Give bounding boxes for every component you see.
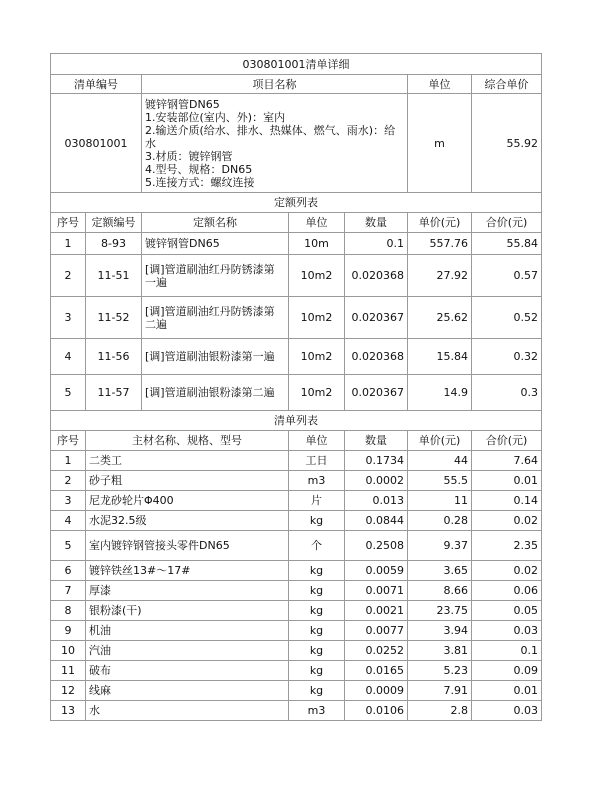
quota-no: 3 bbox=[51, 297, 86, 339]
material-name: 水泥32.5级 bbox=[86, 511, 289, 531]
material-total: 0.01 bbox=[472, 681, 542, 701]
material-unit: kg bbox=[289, 561, 345, 581]
material-row bbox=[51, 581, 542, 601]
material-no: 4 bbox=[51, 511, 86, 531]
material-name: 机油 bbox=[86, 621, 289, 641]
material-row bbox=[51, 701, 542, 721]
material-total: 0.02 bbox=[472, 561, 542, 581]
mat-col-unit: 单位 bbox=[289, 431, 345, 451]
material-price: 3.65 bbox=[408, 561, 472, 581]
quota-qty: 0.020367 bbox=[345, 297, 408, 339]
material-name: 银粉漆(干) bbox=[86, 601, 289, 621]
item-table bbox=[50, 53, 542, 193]
material-price: 3.94 bbox=[408, 621, 472, 641]
material-no: 7 bbox=[51, 581, 86, 601]
material-unit: 工日 bbox=[289, 451, 345, 471]
material-qty: 0.0844 bbox=[345, 511, 408, 531]
material-unit: kg bbox=[289, 581, 345, 601]
material-row bbox=[51, 681, 542, 701]
material-price: 11 bbox=[408, 491, 472, 511]
material-no: 5 bbox=[51, 531, 86, 561]
quota-row bbox=[51, 255, 542, 297]
material-qty: 0.0106 bbox=[345, 701, 408, 721]
material-name: 二类工 bbox=[86, 451, 289, 471]
item-code: 030801001 bbox=[51, 94, 142, 193]
material-qty: 0.013 bbox=[345, 491, 408, 511]
quota-qty: 0.020368 bbox=[345, 255, 408, 297]
quota-qty: 0.020367 bbox=[345, 375, 408, 411]
material-price: 3.81 bbox=[408, 641, 472, 661]
material-row bbox=[51, 471, 542, 491]
material-price: 55.5 bbox=[408, 471, 472, 491]
material-price: 0.28 bbox=[408, 511, 472, 531]
desc-line: 4.型号、规格：DN65 bbox=[145, 162, 253, 176]
material-name: 破布 bbox=[86, 661, 289, 681]
material-qty: 0.0165 bbox=[345, 661, 408, 681]
material-unit: kg bbox=[289, 641, 345, 661]
unit-header: 单位 bbox=[408, 75, 472, 94]
material-qty: 0.0059 bbox=[345, 561, 408, 581]
material-price: 44 bbox=[408, 451, 472, 471]
material-qty: 0.2508 bbox=[345, 531, 408, 561]
item-unit: m bbox=[408, 94, 472, 193]
quota-row bbox=[51, 339, 542, 375]
quota-unit: 10m2 bbox=[289, 339, 345, 375]
mat-col-qty: 数量 bbox=[345, 431, 408, 451]
material-unit: m3 bbox=[289, 471, 345, 491]
material-qty: 0.0009 bbox=[345, 681, 408, 701]
quota-name: [调]管道刷油银粉漆第一遍 bbox=[142, 339, 289, 375]
material-row bbox=[51, 641, 542, 661]
material-total: 0.01 bbox=[472, 471, 542, 491]
material-price: 23.75 bbox=[408, 601, 472, 621]
material-unit: kg bbox=[289, 681, 345, 701]
quota-name: 镀锌钢管DN65 bbox=[142, 233, 289, 255]
material-name: 镀锌铁丝13#～17# bbox=[86, 561, 289, 581]
doc-title: 030801001清单详细 bbox=[51, 54, 542, 75]
code-header: 清单编号 bbox=[51, 75, 142, 94]
materials-table bbox=[50, 410, 542, 721]
material-price: 7.91 bbox=[408, 681, 472, 701]
material-no: 11 bbox=[51, 661, 86, 681]
quota-no: 1 bbox=[51, 233, 86, 255]
materials-section-title: 清单列表 bbox=[51, 411, 542, 431]
material-row bbox=[51, 661, 542, 681]
quota-code: 11-57 bbox=[86, 375, 142, 411]
material-no: 1 bbox=[51, 451, 86, 471]
material-unit: kg bbox=[289, 661, 345, 681]
material-name: 线麻 bbox=[86, 681, 289, 701]
material-name: 室内镀锌钢管接头零件DN65 bbox=[86, 531, 289, 561]
mat-col-no: 序号 bbox=[51, 431, 86, 451]
quota-price: 14.9 bbox=[408, 375, 472, 411]
material-qty: 0.0252 bbox=[345, 641, 408, 661]
quota-col-qty: 数量 bbox=[345, 213, 408, 233]
material-qty: 0.0071 bbox=[345, 581, 408, 601]
material-price: 8.66 bbox=[408, 581, 472, 601]
material-unit: kg bbox=[289, 511, 345, 531]
quota-unit: 10m2 bbox=[289, 297, 345, 339]
desc-line: 1.安装部位(室内、外)：室内 bbox=[145, 110, 286, 124]
material-no: 8 bbox=[51, 601, 86, 621]
desc-line: 5.连接方式：螺纹连接 bbox=[145, 175, 255, 189]
material-total: 0.03 bbox=[472, 701, 542, 721]
material-name: 水 bbox=[86, 701, 289, 721]
quota-no: 5 bbox=[51, 375, 86, 411]
quota-unit: 10m2 bbox=[289, 375, 345, 411]
quota-col-total: 合价(元) bbox=[472, 213, 542, 233]
material-total: 0.14 bbox=[472, 491, 542, 511]
quota-price: 27.92 bbox=[408, 255, 472, 297]
quota-row bbox=[51, 233, 542, 255]
quota-no: 2 bbox=[51, 255, 86, 297]
material-name: 砂子粗 bbox=[86, 471, 289, 491]
name-header: 项目名称 bbox=[142, 75, 408, 94]
quota-row bbox=[51, 297, 542, 339]
quota-section-title: 定额列表 bbox=[51, 193, 542, 213]
material-no: 3 bbox=[51, 491, 86, 511]
material-qty: 0.0077 bbox=[345, 621, 408, 641]
quota-total: 55.84 bbox=[472, 233, 542, 255]
material-total: 0.09 bbox=[472, 661, 542, 681]
material-no: 12 bbox=[51, 681, 86, 701]
material-qty: 0.0002 bbox=[345, 471, 408, 491]
quota-qty: 0.020368 bbox=[345, 339, 408, 375]
material-total: 2.35 bbox=[472, 531, 542, 561]
desc-line: 镀锌钢管DN65 bbox=[145, 97, 220, 111]
quota-price: 25.62 bbox=[408, 297, 472, 339]
material-total: 0.03 bbox=[472, 621, 542, 641]
material-qty: 0.1734 bbox=[345, 451, 408, 471]
material-qty: 0.0021 bbox=[345, 601, 408, 621]
quota-price: 557.76 bbox=[408, 233, 472, 255]
quota-name: [调]管道刷油银粉漆第二遍 bbox=[142, 375, 289, 411]
quota-total: 0.52 bbox=[472, 297, 542, 339]
quota-code: 11-51 bbox=[86, 255, 142, 297]
material-unit: m3 bbox=[289, 701, 345, 721]
quota-total: 0.57 bbox=[472, 255, 542, 297]
material-no: 13 bbox=[51, 701, 86, 721]
material-unit: 片 bbox=[289, 491, 345, 511]
material-total: 0.1 bbox=[472, 641, 542, 661]
quota-price: 15.84 bbox=[408, 339, 472, 375]
material-price: 2.8 bbox=[408, 701, 472, 721]
quota-name: [调]管道刷油红丹防锈漆第二遍 bbox=[142, 297, 289, 339]
material-no: 2 bbox=[51, 471, 86, 491]
material-total: 0.02 bbox=[472, 511, 542, 531]
material-price: 9.37 bbox=[408, 531, 472, 561]
material-unit: 个 bbox=[289, 531, 345, 561]
quota-row bbox=[51, 375, 542, 411]
material-name: 汽油 bbox=[86, 641, 289, 661]
material-row bbox=[51, 531, 542, 561]
material-row bbox=[51, 601, 542, 621]
material-unit: kg bbox=[289, 601, 345, 621]
material-no: 9 bbox=[51, 621, 86, 641]
material-price: 5.23 bbox=[408, 661, 472, 681]
desc-line: 3.材质：镀锌钢管 bbox=[145, 149, 233, 163]
mat-col-total: 合价(元) bbox=[472, 431, 542, 451]
quota-code: 11-52 bbox=[86, 297, 142, 339]
material-no: 6 bbox=[51, 561, 86, 581]
mat-col-price: 单价(元) bbox=[408, 431, 472, 451]
material-row bbox=[51, 621, 542, 641]
mat-col-name: 主材名称、规格、型号 bbox=[86, 431, 289, 451]
quota-no: 4 bbox=[51, 339, 86, 375]
material-total: 0.05 bbox=[472, 601, 542, 621]
quota-code: 8-93 bbox=[86, 233, 142, 255]
material-unit: kg bbox=[289, 621, 345, 641]
item-description bbox=[142, 94, 408, 193]
quota-name: [调]管道刷油红丹防锈漆第一遍 bbox=[142, 255, 289, 297]
material-row bbox=[51, 511, 542, 531]
quota-col-price: 单价(元) bbox=[408, 213, 472, 233]
material-row bbox=[51, 451, 542, 471]
quota-col-name: 定额名称 bbox=[142, 213, 289, 233]
material-row bbox=[51, 561, 542, 581]
material-name: 尼龙砂轮片Φ400 bbox=[86, 491, 289, 511]
quota-col-code: 定额编号 bbox=[86, 213, 142, 233]
quota-total: 0.3 bbox=[472, 375, 542, 411]
quota-col-no: 序号 bbox=[51, 213, 86, 233]
material-name: 厚漆 bbox=[86, 581, 289, 601]
quota-col-unit: 单位 bbox=[289, 213, 345, 233]
price-header: 综合单价 bbox=[472, 75, 542, 94]
quota-unit: 10m2 bbox=[289, 255, 345, 297]
material-row bbox=[51, 491, 542, 511]
quota-code: 11-56 bbox=[86, 339, 142, 375]
item-price: 55.92 bbox=[472, 94, 542, 193]
material-total: 0.06 bbox=[472, 581, 542, 601]
quota-table bbox=[50, 192, 542, 411]
material-total: 7.64 bbox=[472, 451, 542, 471]
quota-unit: 10m bbox=[289, 233, 345, 255]
quota-total: 0.32 bbox=[472, 339, 542, 375]
material-no: 10 bbox=[51, 641, 86, 661]
desc-line: 2.输送介质(给水、排水、热媒体、燃气、雨水)：给水 bbox=[145, 123, 396, 150]
quota-qty: 0.1 bbox=[345, 233, 408, 255]
